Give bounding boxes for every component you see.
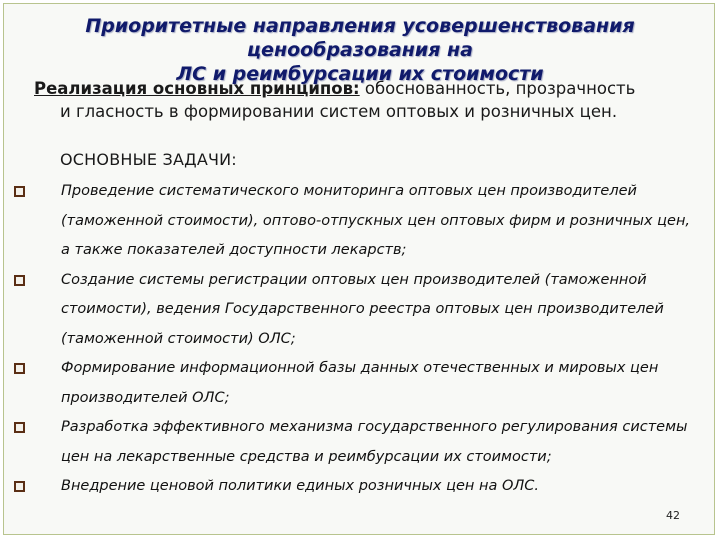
checkbox-bullet-icon	[14, 363, 25, 374]
slide-title	[0, 14, 720, 86]
list-item	[14, 413, 694, 472]
task-text: Создание системы регистрации оптовых цен производителей (таможенной стоимости), ведения Государственного реестра оптовых цен производителей (таможенной стоимости) ОЛС;	[61, 271, 664, 347]
list-item	[14, 177, 694, 266]
task-text: Внедрение ценовой политики единых розничных цен на ОЛС.	[61, 478, 539, 494]
principles-text-1: обоснованность, прозрачность	[359, 79, 636, 98]
principles-lead: Реализация основных принципов:	[34, 79, 360, 98]
checkbox-bullet-icon	[14, 275, 25, 286]
checkbox-bullet-icon	[14, 422, 25, 433]
page-number: 42	[666, 509, 680, 522]
checkbox-bullet-icon	[14, 481, 25, 492]
checkbox-bullet-icon	[14, 186, 25, 197]
tasks-heading: ОСНОВНЫЕ ЗАДАЧИ:	[60, 150, 237, 169]
list-item	[14, 354, 694, 413]
principles-paragraph	[34, 77, 694, 123]
task-text: Разработка эффективного механизма государственного регулирования системы цен на лекарственные средства и реимбурсации их стоимости;	[61, 419, 688, 465]
tasks-list	[14, 177, 694, 502]
task-text: Формирование информационной базы данных отечественных и мировых цен производителей ОЛС;	[61, 360, 659, 406]
list-item	[14, 266, 694, 355]
title-line-1: Приоритетные направления усовершенствования ценообразования на	[85, 15, 635, 61]
list-item	[14, 472, 694, 502]
task-text: Проведение систематического мониторинга оптовых цен производителей (таможенной стоимости), оптово-отпускных цен оптовых фирм и розничных цен, а также показателей доступности лекарств;	[61, 183, 691, 258]
title-line-2: ЛС и реимбурсации их стоимости	[176, 63, 544, 85]
principles-text-2: и гласность в формировании систем оптовых и розничных цен.	[60, 102, 618, 121]
